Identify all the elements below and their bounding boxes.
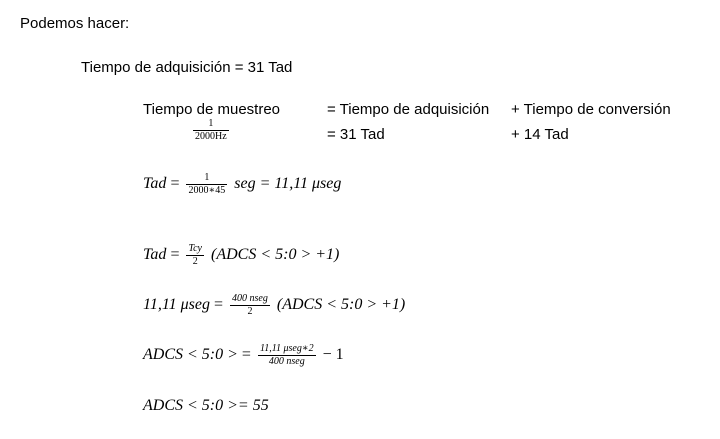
- eq4-lhs: ADCS < 5:0 >: [143, 346, 238, 364]
- eq3-eq: =: [213, 296, 224, 314]
- eq3-lhs: 11,11 μseg: [143, 296, 210, 314]
- equation-microsec: [143, 293, 405, 318]
- acquisition-time-line: Tiempo de adquisición = 31 Tad: [81, 59, 293, 76]
- eq3-rhs: (ADCS < 5:0 > +1): [276, 296, 406, 314]
- eq5-text: ADCS < 5:0 >= 55: [143, 397, 269, 414]
- eq1-num: 1: [186, 172, 227, 185]
- eq2-eq: =: [170, 246, 180, 264]
- sampling-time-header: Tiempo de muestreo: [143, 101, 281, 118]
- conversion-value: + 14 Tad: [511, 126, 569, 143]
- sampling-fraction-num: 1: [193, 118, 229, 131]
- eq4-rhs: − 1: [322, 346, 344, 364]
- sampling-fraction: [190, 118, 232, 143]
- eq4-num: 11,11 μseg∗2: [259, 343, 314, 354]
- equation-tad-1: [143, 172, 341, 197]
- conversion-time-header: + Tiempo de conversión: [511, 101, 671, 118]
- acquisition-value: = 31 Tad: [327, 126, 385, 143]
- eq1-lhs: Tad: [143, 175, 167, 193]
- eq2-rhs: (ADCS < 5:0 > +1): [211, 246, 340, 264]
- eq2-den: 2: [192, 256, 198, 267]
- sampling-fraction-den: 2000Hz: [195, 131, 227, 142]
- equation-adcs-result: [143, 396, 269, 416]
- eq3-num: 400 nseg: [232, 293, 268, 304]
- acquisition-time-header: = Tiempo de adquisición: [327, 101, 490, 118]
- eq1-den: 2000∗45: [188, 185, 226, 196]
- intro-text: Podemos hacer:: [20, 15, 130, 32]
- equation-tad-2: [143, 243, 339, 268]
- eq2-lhs: Tad: [143, 246, 167, 264]
- eq1-rhs: seg = 11,11 μseg: [234, 175, 342, 193]
- eq4-eq: =: [241, 346, 251, 364]
- equation-adcs-fraction: [143, 343, 344, 368]
- eq2-num: Tcy: [188, 243, 202, 254]
- eq3-den: 2: [247, 306, 253, 317]
- eq4-den: 400 nseg: [268, 356, 305, 367]
- eq1-eq: =: [170, 175, 180, 193]
